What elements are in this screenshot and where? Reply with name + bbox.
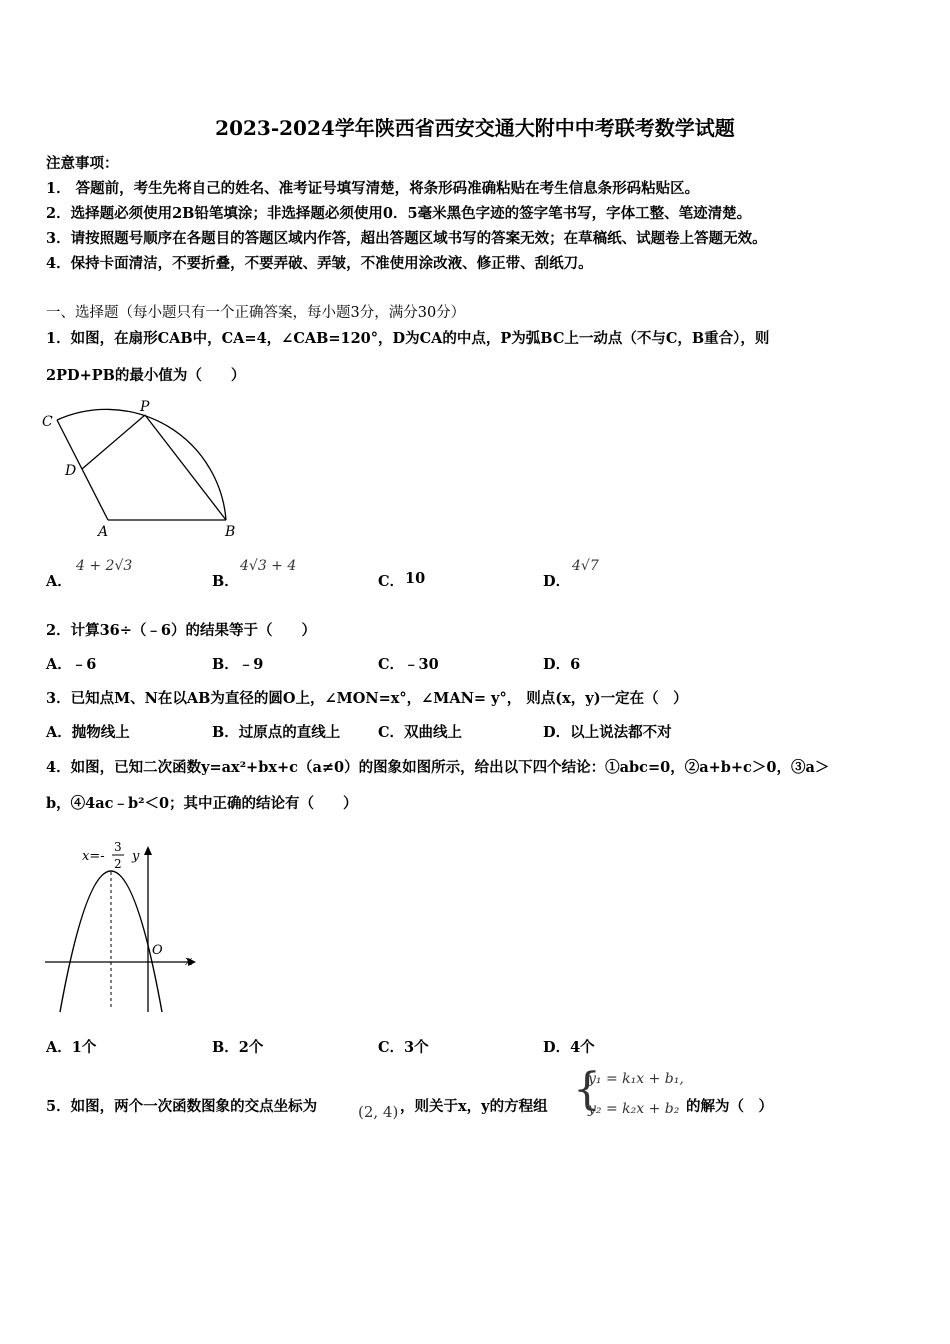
segment-dp — [82, 415, 145, 469]
q4-option-d: D．4个 — [543, 1039, 595, 1056]
notice-item: 2．选择题必须使用2B铅笔填涂；非选择题必须使用0．5毫米黑色字迹的签字笔书写，字体工整、笔迹清楚。 — [46, 205, 752, 222]
q3-option-b: B．过原点的直线上 — [212, 724, 341, 741]
q1-sector-figure — [38, 395, 248, 545]
q5-equation-1: y₁ = k₁x + b₁, — [588, 1071, 684, 1087]
q5-stem-pre: 5．如图，两个一次函数图象的交点坐标为 — [46, 1098, 318, 1115]
q2-option-c: C．﹣30 — [378, 656, 439, 673]
q4-option-c: C．3个 — [378, 1039, 429, 1056]
q1-option-b-value: 4√3 + 4 — [240, 558, 297, 574]
section-heading: 一、选择题（每小题只有一个正确答案，每小题3分，满分30分） — [46, 305, 466, 321]
frac-numerator: 3 — [114, 840, 122, 854]
notice-item: 1． 答题前，考生先将自己的姓名、准考证号填写清楚，将条形码准确粘贴在考生信息条形码粘贴区。 — [46, 180, 700, 197]
q1-option-c-label: C． — [378, 573, 405, 590]
label-y: y — [132, 849, 140, 864]
label-b: B — [225, 524, 236, 540]
q4-stem-line2: b，④4ac﹣b²＜0；其中正确的结论有（ ） — [46, 795, 358, 812]
segment-pb — [145, 415, 226, 520]
q5-intersection-point: (2, 4) — [358, 1103, 399, 1121]
q5-stem-mid: ，则关于x，y的方程组 — [400, 1098, 548, 1115]
q1-option-c-value: 10 — [405, 570, 426, 587]
q5-system-brace: { — [573, 1064, 601, 1115]
q2-option-a: A．﹣6 — [46, 656, 97, 673]
q1-option-a-value: 4 + 2√3 — [76, 558, 133, 574]
notice-item: 3．请按照题号顺序在各题目的答题区域内作答，超出答题区域书写的答案无效；在草稿纸、试题卷上答题无效。 — [46, 230, 767, 247]
q4-stem-line1: 4．如图，已知二次函数y=ax²+bx+c（a≠0）的图象如图所示，给出以下四个结论：①abc=0，②a+b+c＞0，③a＞ — [46, 759, 830, 776]
q1-option-d-value: 4√7 — [572, 558, 599, 574]
axis-eq-label: x=- — [82, 849, 105, 864]
y-axis-arrow — [144, 846, 152, 855]
label-c: C — [42, 414, 53, 430]
page-title: 2023-2024学年陕西省西安交通大附中中考联考数学试题 — [215, 116, 735, 140]
arc-bc — [57, 409, 226, 520]
q1-option-d-label: D． — [543, 573, 571, 590]
q1-stem-line2: 2PD+PB的最小值为（ ） — [46, 367, 246, 384]
q4-option-a: A．1个 — [46, 1039, 97, 1056]
q1-stem-line1: 1．如图，在扇形CAB中，CA=4，∠CAB=120°，D为CA的中点，P为弧BC上一动点（不与C，B重合），则 — [46, 330, 770, 347]
q5-stem-post: 的解为（ ） — [686, 1098, 773, 1115]
q2-option-d: D．6 — [543, 656, 581, 673]
q4-parabola-figure — [40, 830, 210, 1016]
label-origin: O — [152, 943, 163, 958]
q3-option-c: C．双曲线上 — [378, 724, 463, 741]
q2-option-b: B．﹣9 — [212, 656, 264, 673]
notice-item: 4．保持卡面清洁，不要折叠，不要弄破、弄皱，不准使用涂改液、修正带、刮纸刀。 — [46, 255, 593, 272]
q4-option-b: B．2个 — [212, 1039, 264, 1056]
label-d: D — [65, 463, 77, 479]
q1-option-a-label: A． — [46, 573, 72, 590]
notice-heading: 注意事项： — [46, 155, 119, 172]
q3-option-d: D．以上说法都不对 — [543, 724, 672, 741]
label-a: A — [98, 524, 109, 540]
q1-option-b-label: B． — [212, 573, 239, 590]
q5-equation-2: y₂ = k₂x + b₂ — [588, 1101, 680, 1117]
label-p: P — [140, 399, 150, 415]
frac-denominator: 2 — [114, 857, 122, 871]
q2-stem: 2．计算36÷（﹣6）的结果等于（ ） — [46, 622, 317, 639]
q3-option-a: A．抛物线上 — [46, 724, 130, 741]
q3-stem: 3．已知点M、N在以AB为直径的圆O上，∠MON=x°，∠MAN= y°， 则点(x，y)一定在（ ） — [46, 690, 688, 707]
label-x: x — [185, 954, 193, 969]
